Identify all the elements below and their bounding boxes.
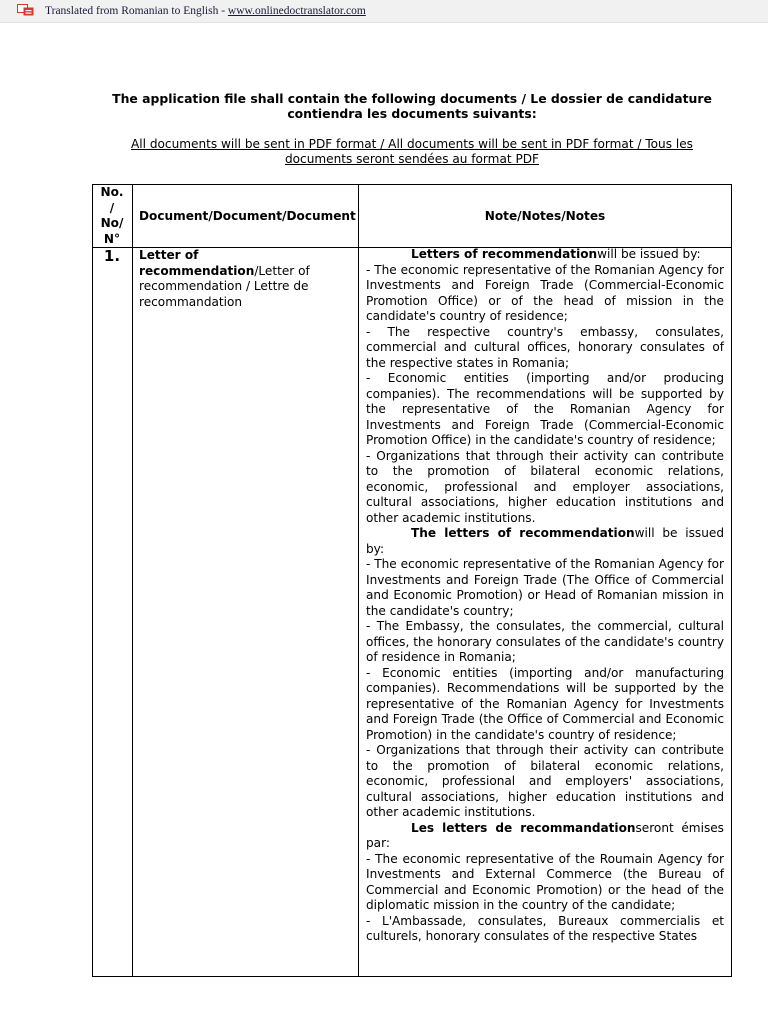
note-paragraph [366, 619, 724, 666]
translate-icon [17, 4, 34, 16]
note-paragraph [366, 666, 724, 744]
header-no: No. / No/ N° [100, 185, 124, 246]
table-border-bottom [92, 976, 732, 977]
note-text-run: will be issued by: [597, 247, 701, 261]
banner-text: Translated from Romanian to English - www.onlinedoctranslator.com [45, 5, 366, 17]
note-bold-phrase: Les letters de recommandation [411, 820, 636, 835]
translator-link[interactable]: www.onlinedoctranslator.com [227, 5, 366, 17]
note-paragraph [366, 263, 724, 325]
page-title: The application file shall contain the following documents / Le dossier de candidature contiendra les documents suivants: [112, 91, 712, 121]
row-number: 1. [103, 247, 121, 265]
note-section-heading [366, 247, 724, 263]
header-note: Note/Notes/Notes [484, 208, 606, 223]
page-subtitle: All documents will be sent in PDF format / All documents will be sent in PDF format / Tous les documents seront sendées au format PDF [131, 137, 693, 166]
note-text-run: - L'Ambassade, consulates, Bureaux commercialis et culturels, honorary consulates of the respective States [366, 913, 724, 943]
translation-banner [0, 0, 768, 23]
note-section-heading [366, 526, 724, 557]
note-paragraph [366, 557, 724, 619]
note-paragraph [366, 325, 724, 372]
header-document: Document/Document/Document [139, 208, 356, 223]
note-paragraph [366, 449, 724, 527]
note-section-heading [366, 821, 724, 852]
note-bold-phrase: The letters of recommendation [411, 526, 635, 540]
note-paragraph [366, 743, 724, 821]
note-paragraph [366, 371, 724, 449]
document-name-rest: /Letter of recommendation / Lettre de recommandation [139, 263, 310, 309]
column-divider-2 [358, 184, 359, 977]
table-border-left [92, 184, 93, 977]
note-text-run: - The economic representative of the Romanian Agency for Investments and Foreign Trade (The Office of Commercial and Economic Promotion) or Head of Romanian mission in the candidate's country; [366, 557, 724, 618]
column-divider-1 [132, 184, 133, 977]
note-text-run: - The economic representative of the Roumain Agency for Investments and External Commerce (the Bureau of Commercial and Economic Promotion) or the head of the diplomatic mission in the country of the candidate; [366, 851, 724, 912]
note-text-run: - Economic entities (importing and/or producing companies). The recommendations will be supported by the representative of the Romanian Agency for Investments and Foreign Trade (Commercial-Economic Promotion Office) in the candidate's country of residence; [366, 371, 724, 447]
note-text-run: - Organizations that through their activity can contribute to the promotion of bilateral economic relations, economic, professional and employers' associations, cultural associations, higher education institutions and other academic institutions. [366, 743, 724, 819]
note-bold-phrase: Letters of recommendation [411, 247, 598, 261]
table-border-right [731, 184, 732, 977]
note-text-run: - The economic representative of the Romanian Agency for Investments and Foreign Trade (Commercial-Economic Promotion Office) or of the head of mission in the candidate's country of residence; [366, 262, 724, 323]
note-text-run: - The respective country's embassy, consulates, commercial and cultural offices, honorary consulates of the respective states in Romania; [366, 324, 724, 370]
note-paragraph [366, 852, 724, 914]
note-text-run: seront émises par: [366, 820, 724, 850]
note-text [366, 247, 724, 945]
document-name-bold: Letter of recommendation [139, 248, 255, 278]
note-text-run: - Organizations that through their activity can contribute to the promotion of bilateral economic relations, economic, professional and employer associations, cultural associations, higher education institutions and other academic institutions. [366, 448, 724, 525]
note-text-run: - Economic entities (importing and/or manufacturing companies). Recommendations will be supported by the representative of the Romanian Agency for Investments and Foreign Trade (the Office of Commercial and Economic Promotion) in the candidate's country of residence; [366, 665, 724, 742]
note-text-run: will be issued by: [366, 526, 724, 556]
note-text-run: - The Embassy, the consulates, the commercial, cultural offices, the honorary consulates of the candidate's country of residence in Romania; [366, 619, 724, 664]
note-paragraph [366, 914, 724, 945]
document-name [139, 248, 351, 310]
documents-table [92, 184, 732, 977]
